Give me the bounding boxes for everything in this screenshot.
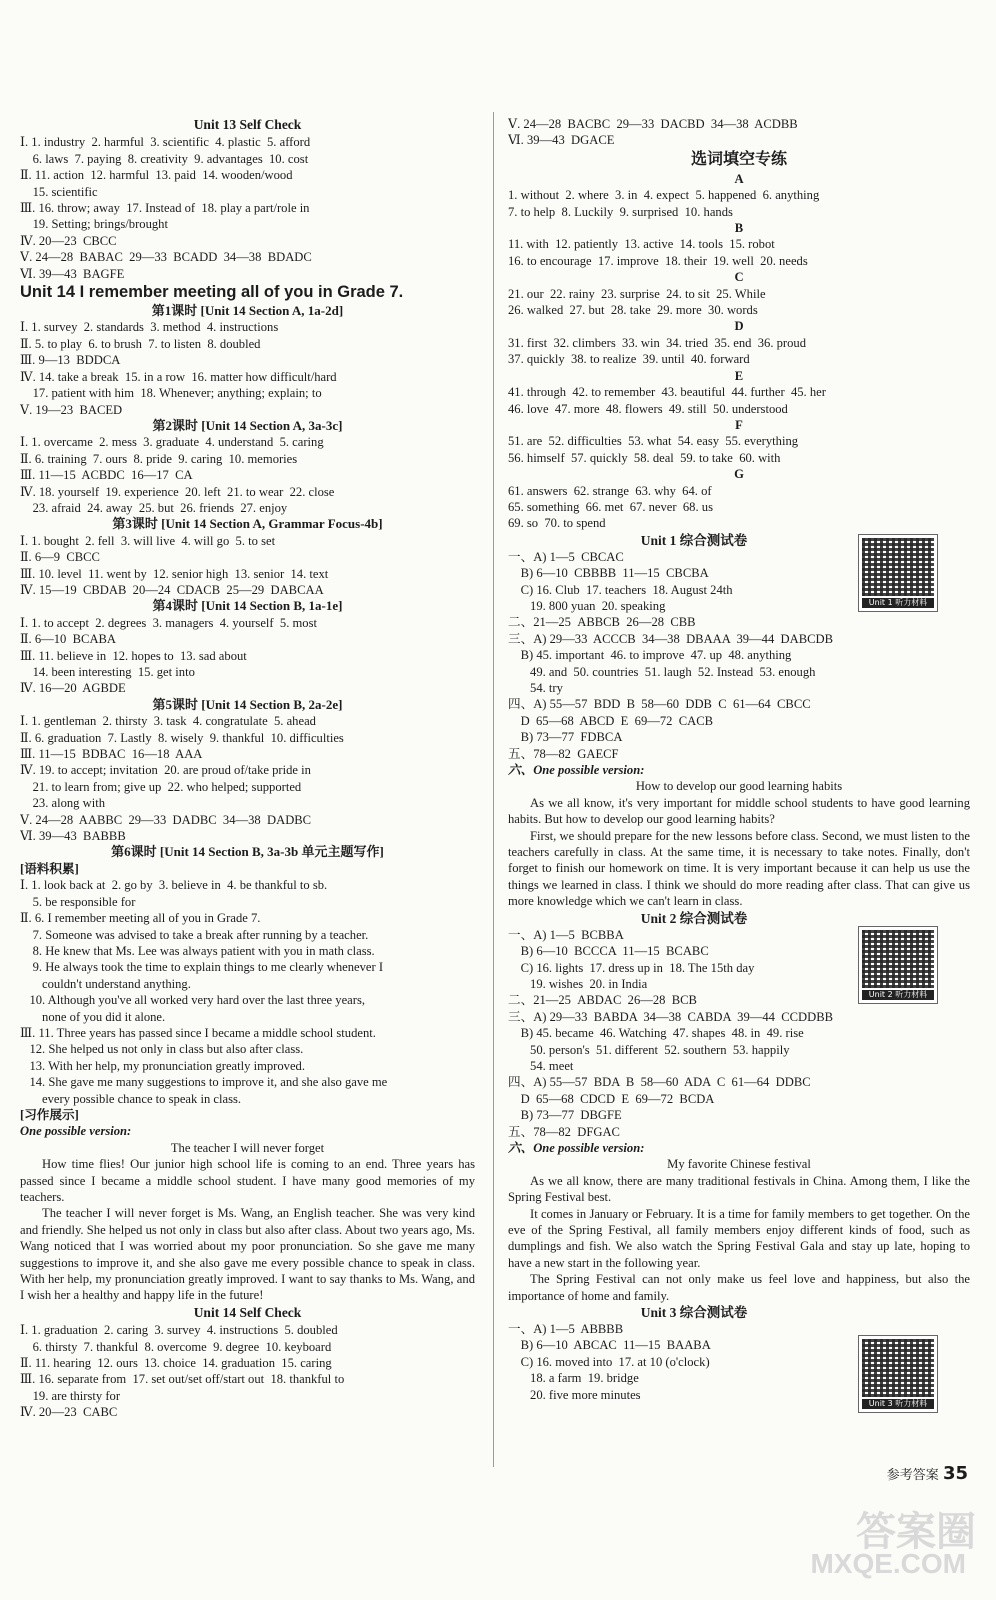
answer-line: Ⅴ. 24—28 BABAC 29—33 BCADD 34—38 BDADC [20, 250, 312, 265]
right-column [508, 116, 970, 1403]
page-footer [887, 1463, 968, 1484]
answer-line: 12. She helped us not only in class but also after class. [20, 1042, 304, 1057]
answer-line: Ⅲ. 11. Three years has passed since I became a middle school student. [20, 1025, 376, 1040]
answer-line: Ⅳ. 16—20 AGBDE [20, 681, 126, 696]
lesson3-answers [20, 533, 475, 599]
answer-line: Ⅳ. 15—19 CBDAB 20—24 CDACB 25—29 DABCAA [20, 582, 324, 597]
answer-line: Ⅱ. 6—10 BCABA [20, 632, 117, 647]
answer-line: Ⅵ. 39—43 DGACE [508, 133, 615, 148]
answer-line: Ⅲ. 10. level 11. went by 12. senior high 13. senior 14. text [20, 566, 329, 581]
answer-line: C) 16. moved into 17. at 10 (o'clock) [508, 1354, 710, 1369]
essay1-body [20, 1156, 475, 1304]
answer-line: C) 16. lights 17. dress up in 18. The 15th day [508, 960, 755, 975]
unit2-possible-version: 六、One possible version: [508, 1140, 645, 1155]
lesson3-title: 第3课时 [Unit 14 Section A, Grammar Focus-4b] [112, 516, 383, 532]
unit1-test-title: Unit 1 综合测试卷 [640, 532, 748, 548]
answer-line: couldn't understand anything. [20, 976, 191, 991]
answer-line: 10. Although you've all worked very hard over the last three years, [20, 993, 365, 1008]
answer-line: 三、A) 29—33 ACCCB 34—38 DBAAA 39—44 DABCDB [508, 631, 834, 646]
left-column [20, 116, 475, 1421]
lesson2-title: 第2课时 [Unit 14 Section A, 3a-3c] [152, 417, 343, 433]
cloze-answer-line: 7. to help 8. Luckily 9. surprised 10. hands [508, 204, 733, 219]
unit14-self-check-answers [20, 1322, 475, 1420]
answer-line: B) 73—77 DBGFE [508, 1108, 622, 1123]
answer-line: B) 45. important 46. to improve 47. up 48. anything [508, 648, 792, 663]
cloze-answer-line: 37. quickly 38. to realize 39. until 40. forward [508, 352, 750, 367]
essay2-title: How to develop our good learning habits [635, 779, 843, 794]
cloze-answer-line: 11. with 12. patiently 13. active 14. tools 15. robot [508, 237, 775, 252]
answer-line: 15. scientific [20, 184, 98, 199]
qr-pattern [862, 538, 934, 596]
lesson4-title: 第4课时 [Unit 14 Section B, 1a-1e] [152, 598, 343, 614]
lesson6-answers [20, 877, 475, 1107]
qr-caption: Unit 3 听力材料 [862, 1399, 934, 1409]
essay1-title: The teacher I will never forget [170, 1140, 325, 1155]
answer-line: B) 6—10 BCCCA 11—15 BCABC [508, 944, 709, 959]
answer-line: 14. She gave me many suggestions to improve it, and she also gave me [20, 1075, 388, 1090]
answer-line: Ⅵ. 39—43 BAGFE [20, 266, 125, 281]
answer-line: 6. thirsty 7. thankful 8. overcome 9. degree 10. keyboard [20, 1339, 332, 1354]
answer-line: 5. be responsible for [20, 894, 136, 909]
answer-line: B) 45. became 46. Watching 47. shapes 48. in 49. rise [508, 1026, 804, 1041]
cloze-answer-line: 41. through 42. to remember 43. beautiful 44. further 45. her [508, 385, 826, 400]
corpus-tag: [语料积累] [20, 861, 79, 876]
lesson2-answers [20, 434, 475, 516]
essay2-body [508, 795, 970, 910]
cloze-part-label: B [734, 221, 744, 236]
answer-line: Ⅲ. 11. believe in 12. hopes to 13. sad about [20, 648, 247, 663]
cloze-answer-line: 21. our 22. rainy 23. surprise 24. to sit 25. While [508, 286, 766, 301]
answer-line: 五、78—82 DFGAC [508, 1124, 620, 1139]
answer-line: Ⅰ. 1. overcame 2. mess 3. graduate 4. understand 5. caring [20, 435, 324, 450]
unit2-test-title: Unit 2 综合测试卷 [640, 910, 748, 926]
answer-line: 14. been interesting 15. get into [20, 665, 195, 679]
answer-line: Ⅱ. 6. graduation 7. Lastly 8. wisely 9. thankful 10. difficulties [20, 730, 344, 745]
answer-line: 49. and 50. countries 51. laugh 52. Instead 53. enough [508, 664, 816, 679]
answer-line: Ⅲ. 11—15 ACBDC 16—17 CA [20, 468, 193, 483]
lesson6-title: 第6课时 [Unit 14 Section B, 3a-3b 单元主题写作] [111, 844, 384, 860]
cloze-part-label: A [734, 171, 744, 186]
answer-line: 一、A) 1—5 ABBBB [508, 1322, 624, 1337]
answer-line: 54. meet [508, 1058, 574, 1073]
unit1-possible-version: 六、One possible version: [508, 763, 645, 778]
essay-paragraph: As we all know, it's very important for middle school students to have good learning habits. But how to develop our good learning habits? [508, 795, 970, 827]
answer-line: Ⅱ. 6. I remember meeting all of you in Grade 7. [20, 911, 261, 926]
answer-line: D 65—68 ABCD E 69—72 CACB [508, 713, 714, 728]
column-divider [493, 112, 494, 1467]
answer-line: Ⅱ. 6—9 CBCC [20, 550, 100, 565]
essay-paragraph: The teacher I will never forget is Ms. Wang, an English teacher. She was very kind and friendly. She helped us not only in class but also after class. About two years ago, Ms. Wang noticed that I was worried about my poor pronunciation. So she gave me many suggestions to improve it, and she also gave me every possible chance to speak in class. With her help, my pronunciation greatly improved. I want to say thanks to Ms. Wang, and I wish her a healthy and happy life in the future! [20, 1206, 475, 1303]
answer-line: 7. Someone was advised to take a break after running by a teacher. [20, 927, 369, 942]
answer-line: 8. He knew that Ms. Lee was always patient with you in math class. [20, 943, 375, 958]
cloze-answer-line: 46. love 47. more 48. flowers 49. still 50. understood [508, 401, 788, 416]
cloze-answer-line: 61. answers 62. strange 63. why 64. of [508, 483, 712, 498]
answer-line: Ⅰ. 1. to accept 2. degrees 3. managers 4. yourself 5. most [20, 615, 317, 630]
possible-version-label: One possible version: [20, 1124, 132, 1139]
answer-line: Ⅱ. 11. action 12. harmful 13. paid 14. wooden/wood [20, 168, 293, 183]
answer-line: 二、21—25 ABBCB 26—28 CBB [508, 615, 696, 630]
qr-code-unit3[interactable] [858, 1335, 938, 1413]
cloze-title: 选词填空专练 [690, 150, 787, 168]
footer-label: 参考答案 [886, 1468, 939, 1483]
lesson4-answers [20, 615, 475, 697]
answer-line: Ⅳ. 19. to accept; invitation 20. are proud of/take pride in [20, 763, 311, 778]
answer-line: Ⅳ. 20—23 CABC [20, 1405, 118, 1420]
answer-line: Ⅰ. 1. bought 2. fell 3. will live 4. will go 5. to set [20, 533, 276, 548]
essay-paragraph: It comes in January or February. It is a time for family members to get together. On the eve of the Spring Festival, all family members enjoy different kinds of food, such as dumplings and fish. We also watch the Spring Festival Gala and stay up late, hoping to have a new start in the following year. [508, 1206, 970, 1270]
answer-line: 五、78—82 GAECF [508, 746, 619, 761]
answer-line: B) 73—77 FDBCA [508, 730, 623, 745]
essay-paragraph: As we all know, there are many traditional festivals in China. Among them, I like the Spring Festival best. [508, 1173, 970, 1205]
answer-line: 23. afraid 24. away 25. but 26. friends 27. enjoy [20, 500, 288, 515]
answer-line: Ⅱ. 5. to play 6. to brush 7. to listen 8. doubled [20, 336, 261, 351]
answer-line: Ⅴ. 24—28 AABBC 29—33 DADBC 34—38 DADBC [20, 812, 312, 827]
essay3-title: My favorite Chinese festival [667, 1157, 811, 1172]
answer-line: 21. to learn from; give up 22. who helped; supported [20, 779, 302, 794]
cloze-answer-line: 1. without 2. where 3. in 4. expect 5. happened 6. anything [508, 188, 820, 203]
answer-line: 18. a farm 19. bridge [508, 1371, 639, 1386]
cloze-answer-line: 26. walked 27. but 28. take 29. more 30. words [508, 303, 758, 318]
answer-line: 四、A) 55—57 BDD B 58—60 DDB C 61—64 CBCC [508, 697, 811, 712]
answer-line: none of you did it alone. [20, 1009, 166, 1024]
answer-line: 四、A) 55—57 BDA B 58—60 ADA C 61—64 DDBC [508, 1075, 811, 1090]
answer-line: C) 16. Club 17. teachers 18. August 24th [508, 582, 733, 597]
answer-line: 19. are thirsty for [20, 1388, 121, 1403]
lesson1-title: 第1课时 [Unit 14 Section A, 1a-2d] [151, 303, 344, 319]
answer-line: Ⅱ. 6. training 7. ours 8. pride 9. caring 10. memories [20, 451, 298, 466]
cloze-answer-line: 65. something 66. met 67. never 68. us [508, 499, 713, 514]
unit14-self-check-title: Unit 14 Self Check [193, 1304, 302, 1320]
answer-line: Ⅳ. 18. yourself 19. experience 20. left 21. to wear 22. close [20, 484, 335, 499]
answer-line: B) 6—10 CBBBB 11—15 CBCBA [508, 566, 709, 581]
cloze-part-label: E [734, 368, 744, 383]
unit13-self-check-title: Unit 13 Self Check [193, 117, 302, 132]
answer-line: 23. along with [20, 796, 106, 811]
answer-line: Ⅰ. 1. survey 2. standards 3. method 4. instructions [20, 320, 279, 335]
cloze-answer-line: 51. are 52. difficulties 53. what 54. easy 55. everything [508, 434, 799, 449]
qr-code-unit2[interactable] [858, 926, 938, 1004]
cloze-part-label: G [734, 467, 744, 482]
answer-line: B) 6—10 ABCAC 11—15 BAABA [508, 1338, 711, 1353]
lesson5-answers [20, 713, 475, 844]
top-answers [508, 116, 970, 149]
answer-line: Ⅴ. 19—23 BACED [20, 402, 123, 417]
answer-line: 50. person's 51. different 52. southern 53. happily [508, 1042, 790, 1057]
unit13-answers [20, 134, 475, 282]
watermark-url: MXQE.COM [810, 1548, 966, 1579]
answer-line: Ⅰ. 1. industry 2. harmful 3. scientific 4. plastic 5. afford [20, 135, 311, 150]
answer-line: Ⅰ. 1. gentleman 2. thirsty 3. task 4. congratulate 5. ahead [20, 714, 316, 729]
answer-line: Ⅲ. 16. throw; away 17. Instead of 18. play a part/role in [20, 201, 310, 216]
cloze-answer-line: 16. to encourage 17. improve 18. their 19. well 20. needs [508, 253, 808, 268]
answer-line: 三、A) 29—33 BABDA 34—38 CABDA 39—44 CCDDBB [508, 1009, 834, 1024]
cloze-parts [508, 171, 970, 532]
qr-caption: Unit 1 听力材料 [862, 598, 934, 608]
qr-pattern [862, 930, 934, 988]
answer-line: 19. wishes 20. in India [508, 976, 648, 991]
qr-pattern [862, 1339, 934, 1397]
essay3-body [508, 1173, 970, 1304]
cloze-answer-line: 69. so 70. to spend [508, 516, 606, 531]
essay-paragraph: The Spring Festival can not only make us feel love and happiness, but also the importance of home and family. [508, 1272, 970, 1303]
answer-line: 13. With her help, my pronunciation greatly improved. [20, 1058, 306, 1073]
lesson5-title: 第5课时 [Unit 14 Section B, 2a-2e] [152, 696, 343, 712]
essay-paragraph: How time flies! Our junior high school life is coming to an end. Three years has passed since I became a middle school student. I have many good memories of my teachers. [20, 1157, 475, 1204]
answer-line: 19. 800 yuan 20. speaking [508, 598, 666, 613]
lesson1-answers [20, 319, 475, 417]
essay-paragraph: First, we should prepare for the new lessons before class. Second, we must listen to the teachers carefully in class. At the same time, it is necessary to take notes. Finally, don't forget to finish our homework on time. It is very important because it can help us use the things we learned in class. I think we should do more reading after class. That can give us more knowledge which we can't learn in class. [508, 828, 970, 909]
answer-line: Ⅰ. 1. graduation 2. caring 3. survey 4. instructions 5. doubled [20, 1323, 338, 1338]
unit14-title: Unit 14 I remember meeting all of you in Grade 7. [20, 283, 404, 302]
cloze-part-label: F [735, 417, 743, 432]
answer-line: Ⅲ. 9—13 BDDCA [20, 353, 121, 368]
cloze-answer-line: 31. first 32. climbers 33. win 34. tried 35. end 36. proud [508, 335, 807, 350]
answer-line: 一、A) 1—5 BCBBA [508, 927, 624, 942]
answer-line: Ⅰ. 1. look back at 2. go by 3. believe in 4. be thankful to sb. [20, 878, 328, 893]
answer-line: Ⅲ. 16. separate from 17. set out/set off/start out 18. thankful to [20, 1372, 345, 1387]
answer-line: Ⅱ. 11. hearing 12. ours 13. choice 14. graduation 15. caring [20, 1356, 332, 1371]
cloze-part-label: C [734, 270, 744, 285]
answer-line: D 65—68 CDCD E 69—72 BCDA [508, 1091, 715, 1106]
unit3-test-title: Unit 3 综合测试卷 [640, 1305, 748, 1321]
cloze-answer-line: 56. himself 57. quickly 58. deal 59. to take 60. with [508, 450, 781, 465]
answer-line: 54. try [508, 681, 563, 695]
answer-line: Ⅳ. 14. take a break 15. in a row 16. matter how difficult/hard [20, 369, 337, 384]
answer-line: 17. patient with him 18. Whenever; anything; explain; to [20, 386, 322, 401]
answer-line: Ⅴ. 24—28 BACBC 29—33 DACBD 34—38 ACDBB [508, 117, 798, 131]
answer-line: 19. Setting; brings/brought [20, 217, 168, 232]
writing-tag: [习作展示] [20, 1107, 79, 1122]
answer-line: Ⅳ. 20—23 CBCC [20, 233, 117, 248]
qr-caption: Unit 2 听力材料 [862, 990, 934, 1000]
cloze-part-label: D [734, 319, 744, 334]
answer-line: 一、A) 1—5 CBCAC [508, 549, 624, 564]
page-number: 35 [942, 1463, 968, 1484]
answer-line: 6. laws 7. paying 8. creativity 9. advantages 10. cost [20, 151, 309, 166]
answer-line: 二、21—25 ABDAC 26—28 BCB [508, 993, 697, 1008]
qr-code-unit1[interactable] [858, 534, 938, 612]
answer-line: 9. He always took the time to explain things to me clearly whenever I [20, 960, 384, 975]
answer-line: 20. five more minutes [508, 1387, 641, 1402]
watermark-logo: 答案圈 [856, 1510, 976, 1554]
answer-line: Ⅲ. 11—15 BDBAC 16—18 AAA [20, 747, 203, 762]
answer-line: Ⅵ. 39—43 BABBB [20, 829, 126, 844]
answer-line: every possible chance to speak in class. [20, 1091, 242, 1106]
